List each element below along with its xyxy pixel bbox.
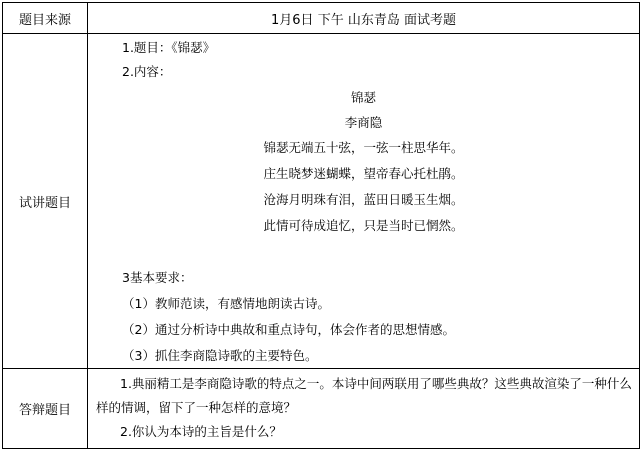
poem-line-4: 此情可待成追忆，只是当时已惘然。	[263, 218, 464, 233]
defense-question-1: 1.典丽精工是李商隐诗歌的特点之一。本诗中间两联用了哪些典故？这些典故渲染了一种什么样的情调，留下了一种怎样的意境？	[96, 376, 632, 415]
defense-content	[88, 369, 640, 449]
exam-table	[2, 2, 640, 449]
defense-question-2: 2.你认为本诗的主旨是什么？	[120, 424, 282, 439]
lecture-row	[3, 34, 640, 369]
poem-title: 锦瑟	[350, 90, 376, 105]
requirements-label: 3基本要求：	[122, 270, 193, 285]
requirement-2: （2）通过分析诗中典故和重点诗句，体会作者的思想情感。	[122, 322, 455, 337]
source-value: 1月6日 下午 山东青岛 面试考题	[88, 3, 640, 34]
poem-author: 李商隐	[344, 115, 383, 130]
requirement-1: （1）教师范读，有感情地朗读古诗。	[122, 296, 330, 311]
lecture-content	[88, 34, 640, 369]
defense-row	[3, 369, 640, 449]
content-label: 2.内容：	[122, 64, 172, 79]
defense-label: 答辩题目	[3, 369, 88, 449]
poem-line-3: 沧海月明珠有泪，蓝田日暖玉生烟。	[263, 192, 464, 207]
source-row	[3, 3, 640, 34]
source-label: 题目来源	[3, 3, 88, 34]
poem-line-2: 庄生晓梦迷蝴蝶，望帝春心托杜鹃。	[263, 166, 464, 181]
poem-line-1: 锦瑟无端五十弦，一弦一柱思华年。	[263, 140, 464, 155]
topic-line: 1.题目：《锦瑟》	[122, 40, 216, 55]
lecture-label: 试讲题目	[3, 34, 88, 369]
requirement-3: （3）抓住李商隐诗歌的主要特色。	[122, 348, 318, 363]
